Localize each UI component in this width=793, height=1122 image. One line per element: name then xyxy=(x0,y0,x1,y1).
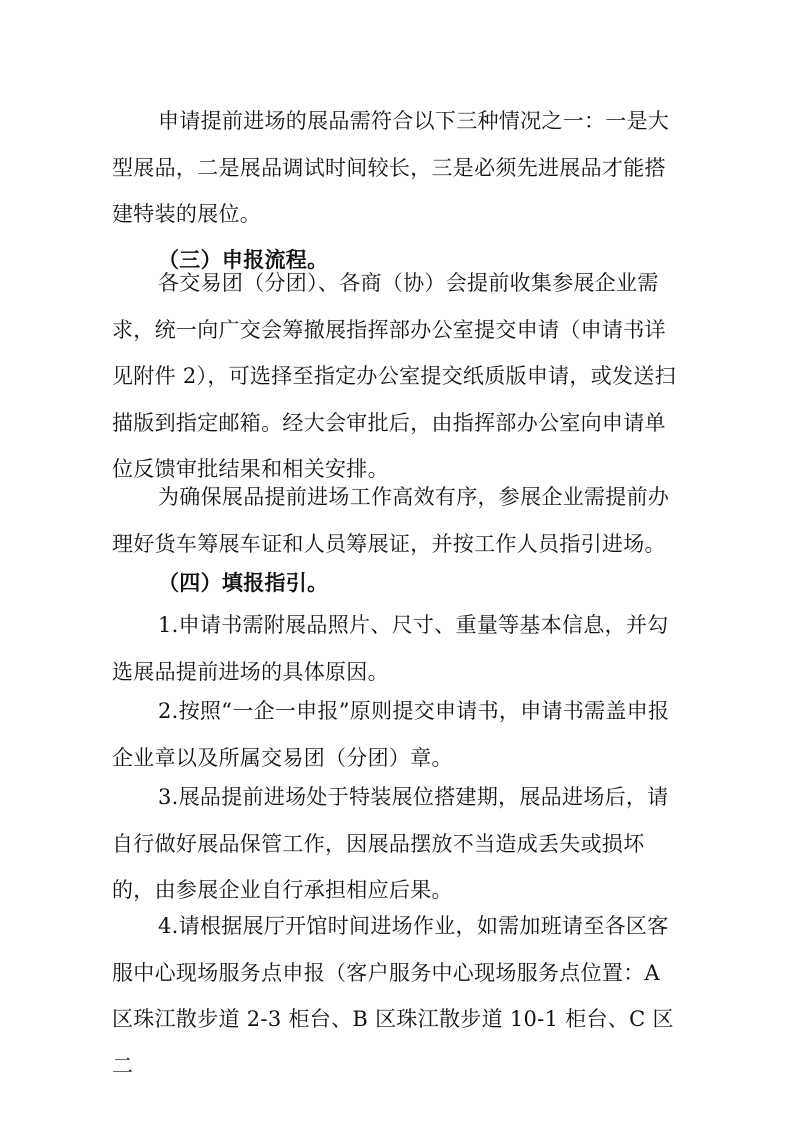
intro-paragraph: 申请提前进场的展品需符合以下三种情况之一：一是大型展品，二是展品调试时间较长，三是必须先进展品才能搭建特装的展位。 xyxy=(112,109,670,226)
process-paragraph-1: 各交易团（分团）、各商（协）会提前收集参展企业需求，统一向广交会筹撤展指挥部办公室提交申请（申请书详见附件 2），可选择至指定办公室提交纸质版申请，或发送扫描版到指定邮箱。经大会审批后，由指挥部办公室向申请单位反馈审批结果和相关安排。 xyxy=(112,271,676,481)
guide-item-3: 3.展品提前进场处于特装展位搭建期，展品进场后，请自行做好展品保管工作，因展品摆放不当造成丢失或损坏的，由参展企业自行承担相应后果。 xyxy=(112,785,669,902)
section-heading-application-process: （三）申报流程。 xyxy=(158,248,329,272)
guide-item-2: 2.按照“一企一申报”原则提交申请书，申请书需盖申报企业章以及所属交易团（分团）章。 xyxy=(112,699,670,770)
section-heading-filling-guide: （四）填报指引。 xyxy=(158,571,329,595)
guide-item-1: 1.申请书需附展品照片、尺寸、重量等基本信息，并勾选展品提前进场的具体原因。 xyxy=(112,613,669,684)
guide-item-4: 4.请根据展厅开馆时间进场作业，如需加班请至各区客服中心现场服务点申报（客户服务中心现场服务点位置：A区珠江散步道 2-3 柜台、B 区珠江散步道 10-1 柜台、C 区二 xyxy=(112,914,674,1078)
process-paragraph-2: 为确保展品提前进场工作高效有序，参展企业需提前办理好货车筹展车证和人员筹展证，并按工作人员指引进场。 xyxy=(112,485,670,556)
